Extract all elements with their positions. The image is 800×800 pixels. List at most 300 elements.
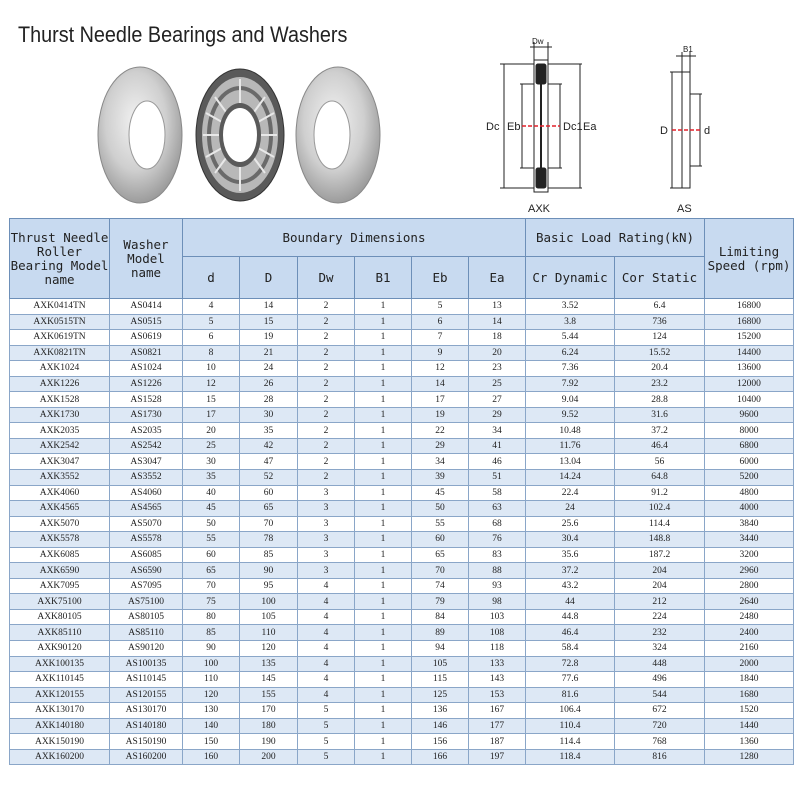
- as-drawing: [670, 52, 702, 188]
- cell-speed: 2800: [705, 578, 794, 594]
- cell-dw: 2: [298, 330, 355, 346]
- washer-photo-left: [98, 67, 182, 203]
- cell-speed: 15200: [705, 330, 794, 346]
- cell-d: 35: [183, 470, 240, 486]
- cell-dw: 3: [298, 563, 355, 579]
- table-row: [10, 656, 794, 672]
- cell-eb: 14: [412, 376, 469, 392]
- cell-ea: 29: [469, 407, 526, 423]
- cell-ea: 98: [469, 594, 526, 610]
- cell-d: 120: [183, 687, 240, 703]
- cell-D: 35: [240, 423, 298, 439]
- cell-d: 12: [183, 376, 240, 392]
- cell-speed: 1840: [705, 672, 794, 688]
- cell-cor: 224: [615, 609, 705, 625]
- cell-cor: 37.2: [615, 423, 705, 439]
- cell-cor: 232: [615, 625, 705, 641]
- cell-speed: 1360: [705, 734, 794, 750]
- table-row: [10, 376, 794, 392]
- cell-washer: AS4060: [110, 485, 183, 501]
- axk-eb-label: Eb: [507, 121, 521, 133]
- cell-b1: 1: [355, 345, 412, 361]
- cell-washer: AS6590: [110, 563, 183, 579]
- cell-speed: 3840: [705, 516, 794, 532]
- cell-b1: 1: [355, 641, 412, 657]
- cell-speed: 16800: [705, 299, 794, 315]
- cell-D: 28: [240, 392, 298, 408]
- cell-cr: 5.44: [526, 330, 615, 346]
- cell-cor: 204: [615, 578, 705, 594]
- cell-cor: 816: [615, 749, 705, 765]
- table-row: [10, 625, 794, 641]
- header-limiting-speed: Limiting Speed (rpm): [705, 219, 794, 299]
- cell-cor: 56: [615, 454, 705, 470]
- cell-b1: 1: [355, 609, 412, 625]
- cell-D: 105: [240, 609, 298, 625]
- cell-ea: 177: [469, 718, 526, 734]
- cell-cor: 496: [615, 672, 705, 688]
- cell-washer: AS90120: [110, 641, 183, 657]
- cell-eb: 94: [412, 641, 469, 657]
- cell-dw: 2: [298, 438, 355, 454]
- header-cor-static: Cor Static: [615, 257, 705, 299]
- cell-d: 4: [183, 299, 240, 315]
- cell-model: AXK5070: [10, 516, 110, 532]
- cell-dw: 3: [298, 485, 355, 501]
- cell-ea: 23: [469, 361, 526, 377]
- cell-d: 80: [183, 609, 240, 625]
- table-row: [10, 532, 794, 548]
- cell-washer: AS0619: [110, 330, 183, 346]
- cell-speed: 13600: [705, 361, 794, 377]
- header-basic-load-rating: Basic Load Rating(kN): [526, 219, 705, 257]
- cell-speed: 6000: [705, 454, 794, 470]
- cell-cr: 7.92: [526, 376, 615, 392]
- cell-D: 145: [240, 672, 298, 688]
- cell-model: AXK100135: [10, 656, 110, 672]
- cell-cr: 72.8: [526, 656, 615, 672]
- cell-cr: 22.4: [526, 485, 615, 501]
- cell-washer: AS120155: [110, 687, 183, 703]
- axk-caption: AXK: [528, 203, 551, 215]
- cell-ea: 34: [469, 423, 526, 439]
- cell-dw: 4: [298, 578, 355, 594]
- cell-washer: AS140180: [110, 718, 183, 734]
- cell-eb: 7: [412, 330, 469, 346]
- cell-cr: 24: [526, 501, 615, 517]
- cell-D: 155: [240, 687, 298, 703]
- table-row: [10, 609, 794, 625]
- cell-b1: 1: [355, 749, 412, 765]
- cell-cr: 6.24: [526, 345, 615, 361]
- cell-cr: 44.8: [526, 609, 615, 625]
- cell-ea: 20: [469, 345, 526, 361]
- header-cr-dynamic: Cr Dynamic: [526, 257, 615, 299]
- cell-model: AXK4060: [10, 485, 110, 501]
- cell-dw: 3: [298, 501, 355, 517]
- cell-d: 75: [183, 594, 240, 610]
- cell-cr: 44: [526, 594, 615, 610]
- cell-speed: 5200: [705, 470, 794, 486]
- cell-washer: AS130170: [110, 703, 183, 719]
- table-row: [10, 407, 794, 423]
- cell-b1: 1: [355, 376, 412, 392]
- cell-D: 120: [240, 641, 298, 657]
- cell-dw: 2: [298, 407, 355, 423]
- cell-D: 24: [240, 361, 298, 377]
- cell-cr: 30.4: [526, 532, 615, 548]
- cell-eb: 6: [412, 314, 469, 330]
- cell-speed: 12000: [705, 376, 794, 392]
- cell-washer: AS7095: [110, 578, 183, 594]
- table-row: [10, 687, 794, 703]
- cell-d: 6: [183, 330, 240, 346]
- cell-washer: AS1024: [110, 361, 183, 377]
- cell-d: 5: [183, 314, 240, 330]
- cell-eb: 79: [412, 594, 469, 610]
- cell-D: 19: [240, 330, 298, 346]
- cell-dw: 2: [298, 423, 355, 439]
- table-body: [10, 299, 794, 765]
- cell-D: 26: [240, 376, 298, 392]
- cell-model: AXK2542: [10, 438, 110, 454]
- cell-b1: 1: [355, 485, 412, 501]
- cell-ea: 46: [469, 454, 526, 470]
- cell-washer: AS2035: [110, 423, 183, 439]
- cell-cr: 58.4: [526, 641, 615, 657]
- cell-cor: 148.8: [615, 532, 705, 548]
- cell-dw: 4: [298, 672, 355, 688]
- cell-ea: 68: [469, 516, 526, 532]
- as-b1-label: B1: [683, 45, 693, 54]
- cell-washer: AS75100: [110, 594, 183, 610]
- as-caption: AS: [677, 203, 692, 215]
- header-d: d: [183, 257, 240, 299]
- cell-ea: 13: [469, 299, 526, 315]
- cell-speed: 2160: [705, 641, 794, 657]
- cell-d: 10: [183, 361, 240, 377]
- cell-model: AXK160200: [10, 749, 110, 765]
- cell-b1: 1: [355, 578, 412, 594]
- cell-d: 90: [183, 641, 240, 657]
- axk-ea-label: Ea: [583, 121, 597, 133]
- cell-cr: 7.36: [526, 361, 615, 377]
- cell-b1: 1: [355, 470, 412, 486]
- cell-d: 110: [183, 672, 240, 688]
- cell-cr: 118.4: [526, 749, 615, 765]
- cell-speed: 1520: [705, 703, 794, 719]
- cell-washer: AS0414: [110, 299, 183, 315]
- table-row: [10, 578, 794, 594]
- cell-d: 40: [183, 485, 240, 501]
- as-D-label: D: [660, 125, 668, 137]
- cell-cor: 544: [615, 687, 705, 703]
- cell-b1: 1: [355, 656, 412, 672]
- cell-eb: 12: [412, 361, 469, 377]
- header-D: D: [240, 257, 298, 299]
- cell-eb: 65: [412, 547, 469, 563]
- cell-cor: 720: [615, 718, 705, 734]
- cell-speed: 4000: [705, 501, 794, 517]
- cell-ea: 167: [469, 703, 526, 719]
- cell-washer: AS1226: [110, 376, 183, 392]
- table-row: [10, 438, 794, 454]
- cell-cor: 23.2: [615, 376, 705, 392]
- cell-cr: 106.4: [526, 703, 615, 719]
- cell-model: AXK0515TN: [10, 314, 110, 330]
- cell-d: 100: [183, 656, 240, 672]
- cell-b1: 1: [355, 423, 412, 439]
- cell-speed: 8000: [705, 423, 794, 439]
- technical-drawings: [470, 32, 770, 222]
- cell-dw: 2: [298, 392, 355, 408]
- header-ea: Ea: [469, 257, 526, 299]
- cell-model: AXK6590: [10, 563, 110, 579]
- cell-speed: 2000: [705, 656, 794, 672]
- product-photos: [95, 65, 385, 205]
- cell-cr: 46.4: [526, 625, 615, 641]
- cell-eb: 166: [412, 749, 469, 765]
- cell-ea: 58: [469, 485, 526, 501]
- cell-dw: 4: [298, 656, 355, 672]
- cell-b1: 1: [355, 361, 412, 377]
- cell-eb: 19: [412, 407, 469, 423]
- cell-cor: 736: [615, 314, 705, 330]
- cell-d: 15: [183, 392, 240, 408]
- cell-d: 160: [183, 749, 240, 765]
- table-row: [10, 423, 794, 439]
- cell-speed: 2960: [705, 563, 794, 579]
- cell-speed: 2400: [705, 625, 794, 641]
- cell-cor: 448: [615, 656, 705, 672]
- cell-model: AXK3552: [10, 470, 110, 486]
- table-row: [10, 299, 794, 315]
- cell-speed: 1440: [705, 718, 794, 734]
- cell-eb: 22: [412, 423, 469, 439]
- cell-eb: 74: [412, 578, 469, 594]
- cell-eb: 84: [412, 609, 469, 625]
- axk-dw-label: Dw: [532, 37, 544, 46]
- cell-D: 135: [240, 656, 298, 672]
- cell-d: 17: [183, 407, 240, 423]
- header-dw: Dw: [298, 257, 355, 299]
- cell-b1: 1: [355, 438, 412, 454]
- cell-model: AXK4565: [10, 501, 110, 517]
- cell-dw: 5: [298, 703, 355, 719]
- axk-dc-label: Dc: [486, 121, 500, 133]
- cell-D: 52: [240, 470, 298, 486]
- cell-b1: 1: [355, 516, 412, 532]
- cell-dw: 5: [298, 718, 355, 734]
- cell-d: 150: [183, 734, 240, 750]
- cell-speed: 9600: [705, 407, 794, 423]
- cell-eb: 156: [412, 734, 469, 750]
- cell-eb: 60: [412, 532, 469, 548]
- cell-cr: 35.6: [526, 547, 615, 563]
- cell-D: 60: [240, 485, 298, 501]
- cell-dw: 4: [298, 609, 355, 625]
- cell-speed: 14400: [705, 345, 794, 361]
- cell-D: 14: [240, 299, 298, 315]
- table-row: [10, 547, 794, 563]
- cell-cor: 324: [615, 641, 705, 657]
- cell-cr: 10.48: [526, 423, 615, 439]
- cell-ea: 108: [469, 625, 526, 641]
- cell-washer: AS85110: [110, 625, 183, 641]
- cell-dw: 4: [298, 641, 355, 657]
- cell-model: AXK5578: [10, 532, 110, 548]
- cell-b1: 1: [355, 672, 412, 688]
- cell-model: AXK1528: [10, 392, 110, 408]
- cell-cor: 28.8: [615, 392, 705, 408]
- cell-cor: 204: [615, 563, 705, 579]
- cell-washer: AS1528: [110, 392, 183, 408]
- cell-ea: 197: [469, 749, 526, 765]
- cell-dw: 2: [298, 376, 355, 392]
- cell-model: AXK120155: [10, 687, 110, 703]
- cell-b1: 1: [355, 563, 412, 579]
- cell-eb: 146: [412, 718, 469, 734]
- cell-d: 140: [183, 718, 240, 734]
- table-row: [10, 345, 794, 361]
- cell-eb: 9: [412, 345, 469, 361]
- cell-ea: 93: [469, 578, 526, 594]
- cell-dw: 4: [298, 687, 355, 703]
- page-title: Thurst Needle Bearings and Washers: [18, 22, 348, 47]
- cell-dw: 5: [298, 749, 355, 765]
- table-row: [10, 470, 794, 486]
- cell-D: 190: [240, 734, 298, 750]
- axk-drawing: [500, 42, 582, 192]
- cell-model: AXK2035: [10, 423, 110, 439]
- cell-d: 85: [183, 625, 240, 641]
- cell-cor: 15.52: [615, 345, 705, 361]
- cell-ea: 88: [469, 563, 526, 579]
- cell-washer: AS3047: [110, 454, 183, 470]
- cell-eb: 50: [412, 501, 469, 517]
- cell-model: AXK0619TN: [10, 330, 110, 346]
- cell-D: 180: [240, 718, 298, 734]
- cell-b1: 1: [355, 703, 412, 719]
- cell-d: 25: [183, 438, 240, 454]
- cell-b1: 1: [355, 330, 412, 346]
- cell-ea: 41: [469, 438, 526, 454]
- cell-cor: 64.8: [615, 470, 705, 486]
- specification-table: [9, 218, 794, 765]
- cell-eb: 45: [412, 485, 469, 501]
- cell-model: AXK1024: [10, 361, 110, 377]
- cell-model: AXK150190: [10, 734, 110, 750]
- cell-dw: 2: [298, 299, 355, 315]
- cell-D: 15: [240, 314, 298, 330]
- cell-cor: 31.6: [615, 407, 705, 423]
- cell-cor: 187.2: [615, 547, 705, 563]
- cell-D: 170: [240, 703, 298, 719]
- cell-cr: 110.4: [526, 718, 615, 734]
- cell-speed: 1680: [705, 687, 794, 703]
- cell-ea: 143: [469, 672, 526, 688]
- cell-model: AXK0821TN: [10, 345, 110, 361]
- cell-cr: 13.04: [526, 454, 615, 470]
- cell-D: 30: [240, 407, 298, 423]
- as-d-label: d: [704, 125, 711, 137]
- cell-b1: 1: [355, 532, 412, 548]
- cell-D: 21: [240, 345, 298, 361]
- cell-cr: 77.6: [526, 672, 615, 688]
- cell-eb: 125: [412, 687, 469, 703]
- cell-dw: 2: [298, 361, 355, 377]
- cell-speed: 6800: [705, 438, 794, 454]
- table-row: [10, 641, 794, 657]
- cell-washer: AS4565: [110, 501, 183, 517]
- cell-eb: 136: [412, 703, 469, 719]
- cell-eb: 115: [412, 672, 469, 688]
- cell-D: 200: [240, 749, 298, 765]
- cell-ea: 18: [469, 330, 526, 346]
- cell-washer: AS2542: [110, 438, 183, 454]
- cell-d: 55: [183, 532, 240, 548]
- axk-dc1-label: Dc1: [563, 121, 583, 133]
- cell-eb: 17: [412, 392, 469, 408]
- cell-d: 130: [183, 703, 240, 719]
- table-row: [10, 703, 794, 719]
- cell-b1: 1: [355, 454, 412, 470]
- table-row: [10, 392, 794, 408]
- cell-cor: 102.4: [615, 501, 705, 517]
- cell-cor: 768: [615, 734, 705, 750]
- cell-cr: 11.76: [526, 438, 615, 454]
- cell-speed: 4800: [705, 485, 794, 501]
- cell-cr: 81.6: [526, 687, 615, 703]
- header-b1: B1: [355, 257, 412, 299]
- cell-washer: AS1730: [110, 407, 183, 423]
- header-model-name: Thrust Needle Roller Bearing Model name: [10, 219, 110, 299]
- cell-dw: 3: [298, 516, 355, 532]
- cell-d: 45: [183, 501, 240, 517]
- cell-washer: AS80105: [110, 609, 183, 625]
- cell-ea: 76: [469, 532, 526, 548]
- cell-washer: AS100135: [110, 656, 183, 672]
- cell-d: 60: [183, 547, 240, 563]
- cell-b1: 1: [355, 594, 412, 610]
- cell-eb: 34: [412, 454, 469, 470]
- cell-D: 70: [240, 516, 298, 532]
- cell-D: 95: [240, 578, 298, 594]
- table-row: [10, 718, 794, 734]
- cell-dw: 3: [298, 532, 355, 548]
- cell-D: 42: [240, 438, 298, 454]
- cell-cr: 3.8: [526, 314, 615, 330]
- cell-D: 78: [240, 532, 298, 548]
- cell-cr: 43.2: [526, 578, 615, 594]
- table-row: [10, 734, 794, 750]
- header-eb: Eb: [412, 257, 469, 299]
- cell-dw: 3: [298, 547, 355, 563]
- cell-eb: 105: [412, 656, 469, 672]
- cell-cr: 9.04: [526, 392, 615, 408]
- cell-ea: 83: [469, 547, 526, 563]
- cell-cr: 9.52: [526, 407, 615, 423]
- cell-d: 8: [183, 345, 240, 361]
- cell-b1: 1: [355, 687, 412, 703]
- cell-model: AXK0414TN: [10, 299, 110, 315]
- cell-d: 20: [183, 423, 240, 439]
- cell-D: 85: [240, 547, 298, 563]
- cell-ea: 103: [469, 609, 526, 625]
- cell-washer: AS5070: [110, 516, 183, 532]
- cell-washer: AS110145: [110, 672, 183, 688]
- cell-model: AXK85110: [10, 625, 110, 641]
